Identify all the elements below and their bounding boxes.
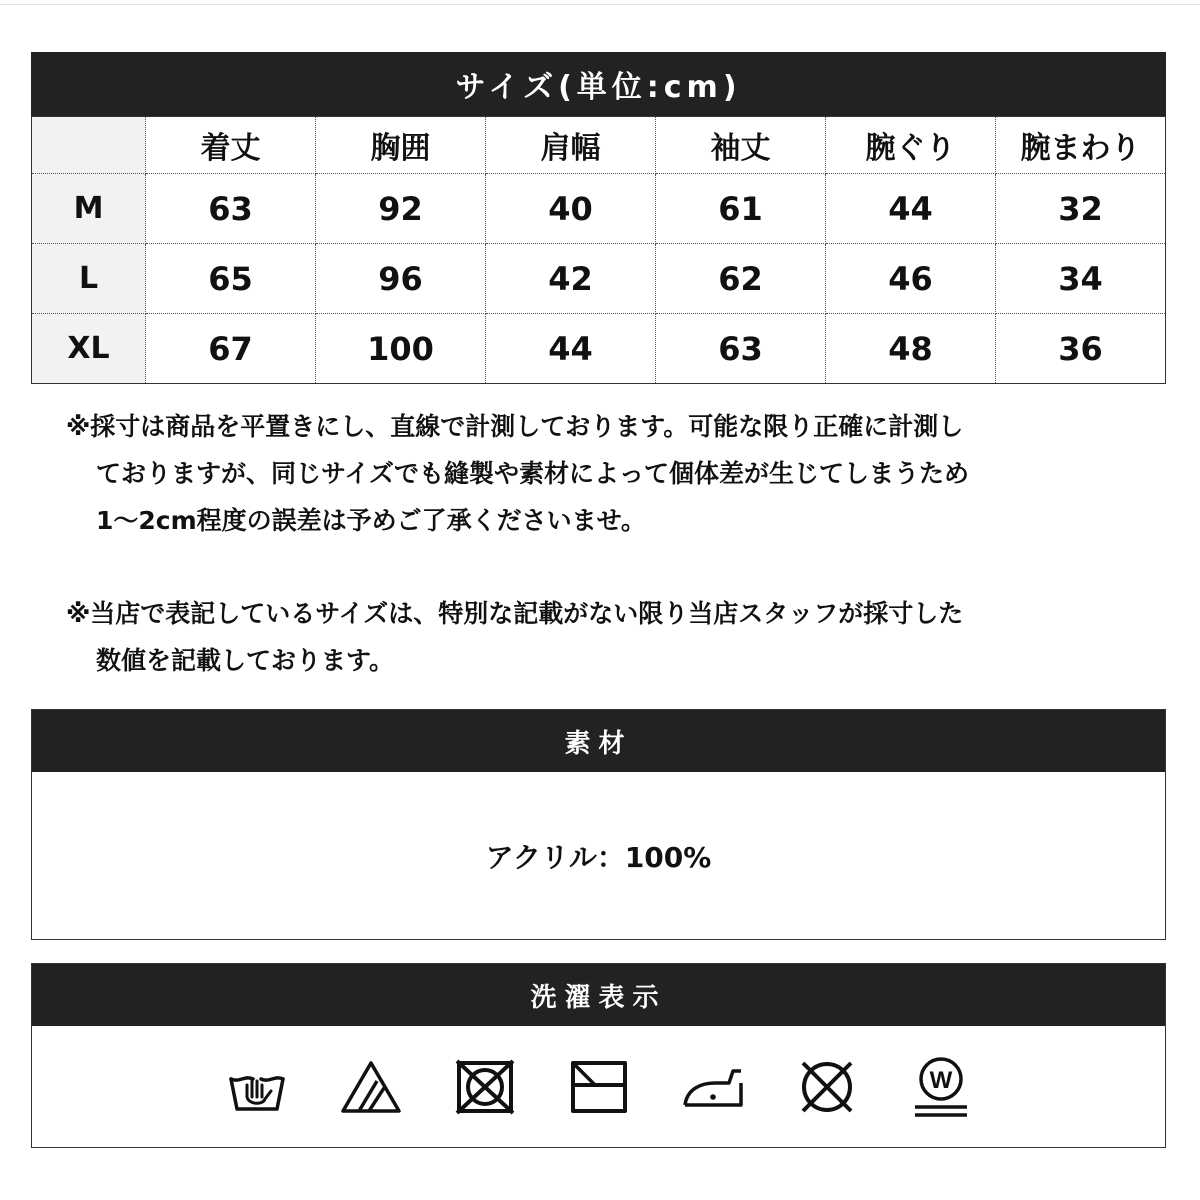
column-header: 着丈: [146, 117, 316, 174]
size-table: [31, 116, 1166, 384]
table-cell: 32: [996, 174, 1166, 244]
wet-clean-gentle-icon: [884, 1052, 998, 1122]
laundry-section: [31, 963, 1166, 1148]
table-cell: 61: [656, 174, 826, 244]
table-cell: 40: [486, 174, 656, 244]
size-label: L: [32, 244, 146, 314]
laundry-icons: [32, 1026, 1165, 1147]
table-cell: 62: [656, 244, 826, 314]
column-header: 肩幅: [486, 117, 656, 174]
table-cell: 44: [826, 174, 996, 244]
table-row: [32, 244, 1166, 314]
do-not-tumble-dry-icon: [428, 1052, 542, 1122]
column-header: 袖丈: [656, 117, 826, 174]
note-line: ※採寸は商品を平置きにし、直線で計測しております。可能な限り正確に計測し: [66, 412, 964, 441]
note-line: 数値を記載しております。: [96, 646, 395, 675]
table-row: [32, 174, 1166, 244]
note-line: ておりますが、同じサイズでも縫製や素材によって個体差が生じてしまうため: [96, 459, 970, 488]
table-cell: 96: [316, 244, 486, 314]
measurement-note: [66, 403, 1136, 544]
material-title: 素材: [32, 710, 1165, 772]
size-section: [31, 52, 1166, 384]
size-table-corner: [32, 117, 146, 174]
table-cell: 46: [826, 244, 996, 314]
material-section: [31, 709, 1166, 940]
table-cell: 92: [316, 174, 486, 244]
table-cell: 67: [146, 314, 316, 384]
size-label: M: [32, 174, 146, 244]
table-cell: 44: [486, 314, 656, 384]
oxygen-bleach-only-icon: [314, 1052, 428, 1122]
size-notation-note: [66, 590, 1136, 684]
table-cell: 48: [826, 314, 996, 384]
table-cell: 36: [996, 314, 1166, 384]
svg-text:W: W: [929, 1066, 952, 1094]
column-header: 胸囲: [316, 117, 486, 174]
table-cell: 63: [146, 174, 316, 244]
table-cell: 65: [146, 244, 316, 314]
size-section-title: サイズ(単位:cm): [31, 52, 1166, 116]
table-cell: 34: [996, 244, 1166, 314]
do-not-dry-clean-icon: [770, 1052, 884, 1122]
size-label: XL: [32, 314, 146, 384]
note-line: ※当店で表記しているサイズは、特別な記載がない限り当店スタッフが採寸した: [66, 599, 964, 628]
table-cell: 100: [316, 314, 486, 384]
column-header: 腕まわり: [996, 117, 1166, 174]
material-body: [32, 772, 1165, 939]
table-row: [32, 314, 1166, 384]
table-cell: 63: [656, 314, 826, 384]
table-cell: 42: [486, 244, 656, 314]
top-divider: [0, 4, 1200, 5]
iron-low-icon: [656, 1052, 770, 1122]
size-table-header-row: [32, 117, 1166, 174]
line-dry-shade-icon: [542, 1052, 656, 1122]
hand-wash-icon: [200, 1052, 314, 1122]
material-value: アクリル：100%: [485, 840, 712, 874]
laundry-title: 洗濯表示: [32, 964, 1165, 1026]
column-header: 腕ぐり: [826, 117, 996, 174]
note-line: 1～2cm程度の誤差は予めご了承くださいませ。: [96, 506, 646, 535]
